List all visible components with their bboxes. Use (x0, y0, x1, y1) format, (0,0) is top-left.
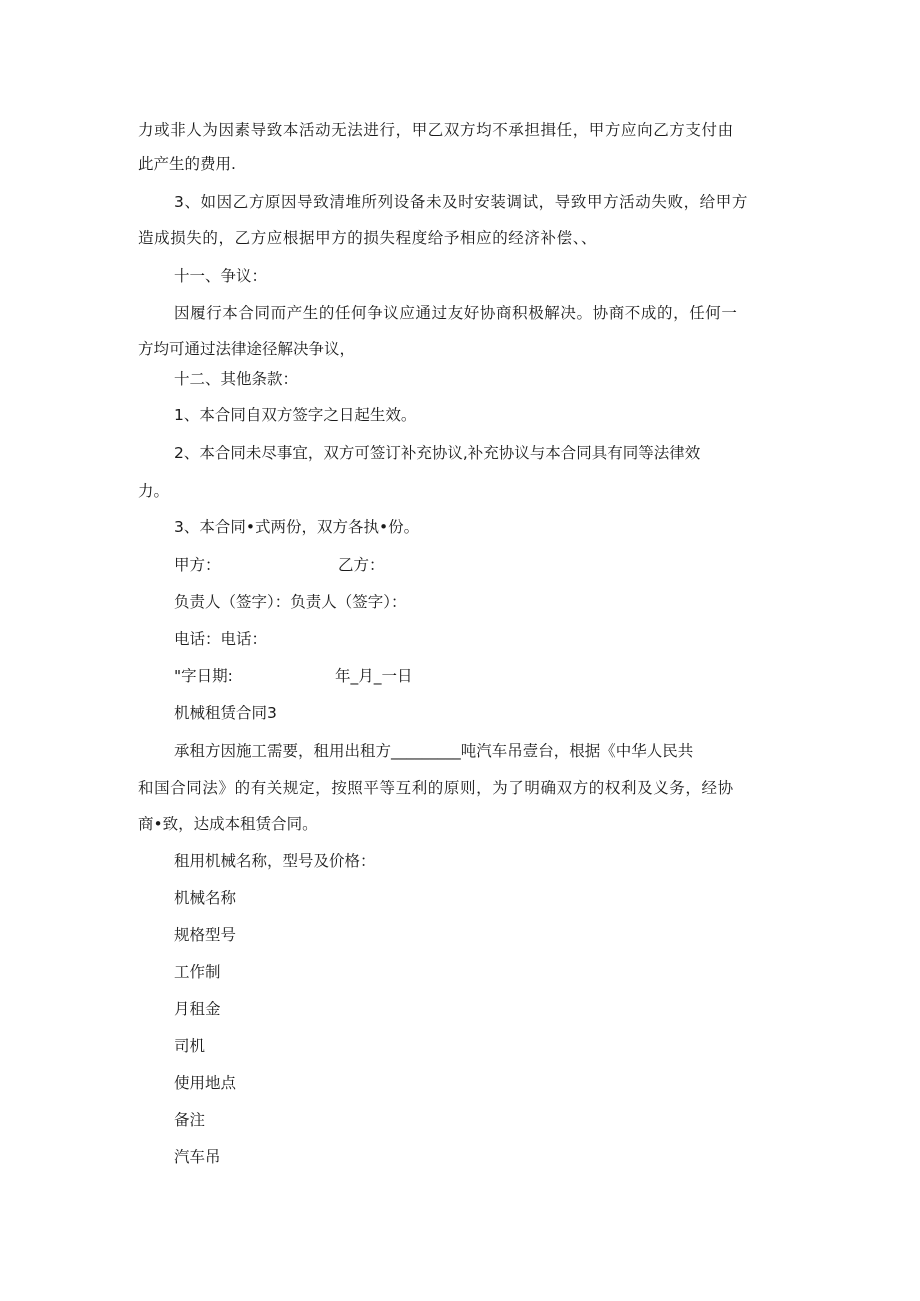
heading-dispute: 十一、争议： (174, 267, 268, 285)
sign-date-label: "字日期: (174, 667, 233, 685)
list-item: 汽车吊 (174, 1148, 221, 1166)
para-clause-3-line1: 3、如因乙方原因导致清堆所列设备未及时安装调试，导致甲方活动失败，给甲方 (174, 193, 748, 211)
list-item: 使用地点 (174, 1074, 237, 1092)
heading-other-terms: 十二、其他条款： (174, 370, 299, 388)
party-a-label: 甲方： (174, 556, 221, 574)
signature-phone-row: 电话：电话： (174, 630, 268, 648)
list-item: 工作制 (174, 963, 221, 981)
para-other-2-line1: 2、本合同未尽事宜，双方可签订补充协议,补充协议与本合同具有同等法律效 (174, 444, 701, 462)
para-intro-line2: 和国合同法》的有关规定，按照平等互利的原则，为了明确双方的权利及义务，经协 (138, 779, 734, 797)
list-item: 司机 (174, 1037, 206, 1055)
para-other-3: 3、本合同•式两份，双方各执•份。 (174, 518, 420, 536)
para-clause-3-line2: 造成损失的，乙方应根据甲方的损失程度给予相应的经济补偿、、 (138, 229, 598, 247)
para-other-1: 1、本合同自双方签字之日起生效。 (174, 406, 417, 424)
list-item: 备注 (174, 1111, 206, 1129)
list-item: 月租金 (174, 1000, 221, 1018)
list-item: 机械名称 (174, 889, 237, 907)
machine-list-heading: 租用机械名称，型号及价格： (174, 852, 376, 870)
list-item: 规格型号 (174, 926, 237, 944)
para-dispute-line2: 方均可通过法律途径解决争议， (138, 340, 356, 358)
signature-responsible-row: 负责人（签字）：负责人（签字）： (174, 593, 407, 611)
para-intro-line3: 商•致，达成本租赁合同。 (138, 815, 318, 833)
intro-text-before-blank: 承租方因施工需要，租用出租方 (174, 742, 392, 760)
blank-fill-line: _________ (391, 742, 461, 760)
date-fields: 年_月_一日 (335, 667, 413, 685)
intro-text-after-blank: 吨汽车吊壹台，根据《中华人民共 (460, 742, 694, 760)
contract-title: 机械租赁合同3 (174, 704, 277, 722)
para-force-majeure-line1: 力或非人为因素导致本活动无法进行，甲乙双方均不承担揖任，甲方应向乙方支付由 (138, 121, 734, 139)
para-intro-line1 (174, 741, 693, 761)
party-b-label: 乙方： (338, 556, 385, 574)
para-other-2-line2: 力。 (138, 482, 170, 500)
para-force-majeure-line2: 此产生的费用. (138, 155, 236, 173)
para-dispute-line1: 因履行本合同而产生的任何争议应通过友好协商积极解决。协商不成的，任何一 (174, 304, 738, 322)
